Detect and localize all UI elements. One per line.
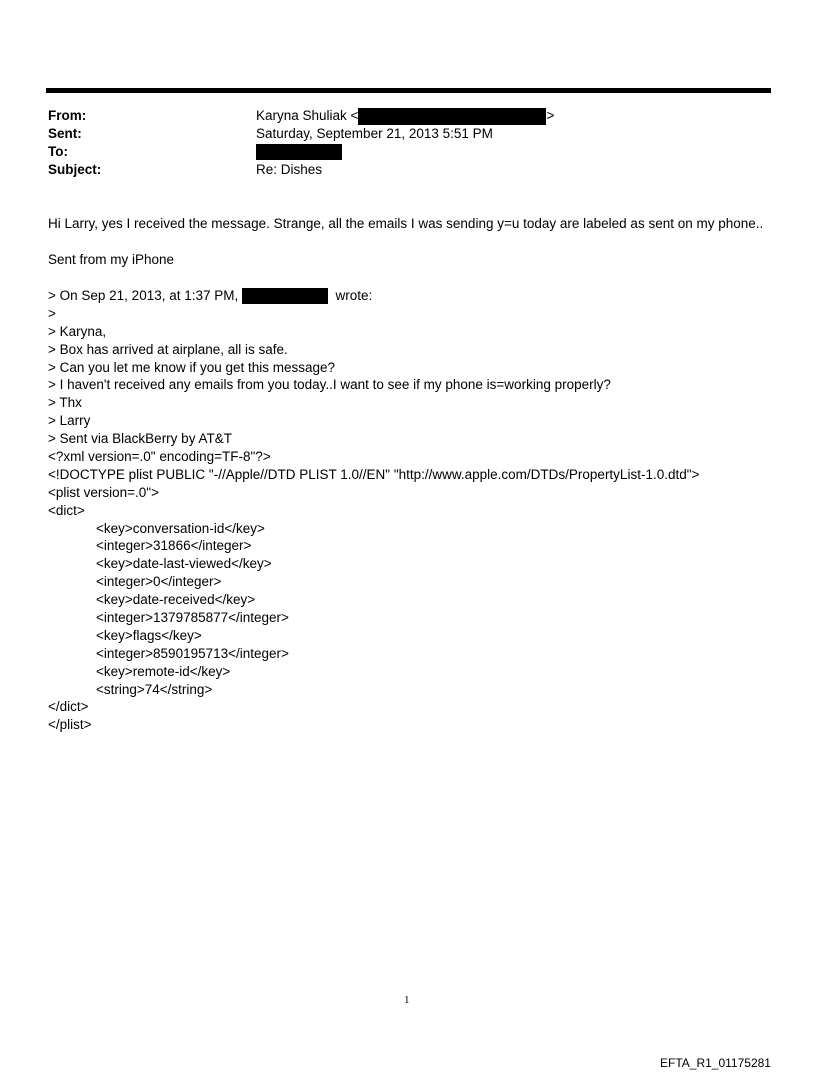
quote-line: > I haven't received any emails from you today..I want to see if my phone is=working properly? [48, 377, 611, 393]
dict-line: <key>flags</key> [96, 627, 202, 643]
from-name: Karyna Shuliak < [256, 108, 359, 123]
dict-line: <key>date-last-viewed</key> [96, 556, 272, 572]
redaction-block [242, 288, 328, 304]
page-number: 1 [404, 994, 410, 1006]
quote-line: > Can you let me know if you get this message? [48, 359, 336, 375]
dict-line: <key>date-received</key> [96, 592, 256, 608]
from-value [256, 107, 554, 125]
quote-line: > Thx [48, 395, 82, 411]
quote-intro [48, 287, 699, 305]
quoted-message [48, 287, 699, 734]
quote-intro-prefix: > On Sep 21, 2013, at 1:37 PM, [48, 288, 239, 303]
xml-line: <!DOCTYPE plist PUBLIC "-//Apple//DTD PLIST 1.0//EN" "http://www.apple.com/DTDs/PropertyList-1.0.dtd"> [48, 466, 700, 482]
dict-line: <key>conversation-id</key> [96, 520, 265, 536]
dict-line: <integer>31866</integer> [96, 538, 252, 554]
dict-line: <integer>1379785877</integer> [96, 610, 289, 626]
sent-label: Sent: [48, 126, 82, 141]
from-close: > [546, 108, 555, 123]
quote-intro-suffix: wrote: [335, 288, 373, 303]
dict-line: <string>74</string> [96, 681, 213, 697]
to-label: To: [48, 144, 68, 159]
sent-value: Saturday, September 21, 2013 5:51 PM [256, 126, 493, 141]
quote-line: > Box has arrived at airplane, all is safe. [48, 341, 288, 357]
dict-line: <integer>8590195713</integer> [96, 645, 289, 661]
quote-line: > Karyna, [48, 323, 107, 339]
document-id: EFTA_R1_01175281 [660, 1056, 771, 1070]
subject-value: Re: Dishes [256, 162, 323, 177]
redaction-block [256, 144, 342, 160]
message-body-line: Hi Larry, yes I received the message. Strange, all the emails I was sending y=u today are labeled as sent on my phone.. [48, 216, 764, 231]
xml-line: <plist version=.0"> [48, 484, 159, 500]
redaction-block [358, 108, 546, 125]
quote-line: > [48, 305, 56, 321]
from-label: From: [48, 108, 87, 123]
to-value [256, 143, 342, 161]
closing-line: </dict> [48, 699, 89, 715]
closing-line: </plist> [48, 717, 92, 733]
xml-line: <dict> [48, 502, 85, 518]
dict-line: <key>remote-id</key> [96, 663, 231, 679]
xml-line: <?xml version=.0" encoding=TF-8"?> [48, 449, 271, 465]
subject-label: Subject: [48, 162, 102, 177]
quote-line: > Sent via BlackBerry by AT&T [48, 431, 232, 447]
quote-line: > Larry [48, 413, 91, 429]
dict-line: <integer>0</integer> [96, 574, 222, 590]
header-rule [46, 88, 771, 93]
signature: Sent from my iPhone [48, 252, 175, 267]
